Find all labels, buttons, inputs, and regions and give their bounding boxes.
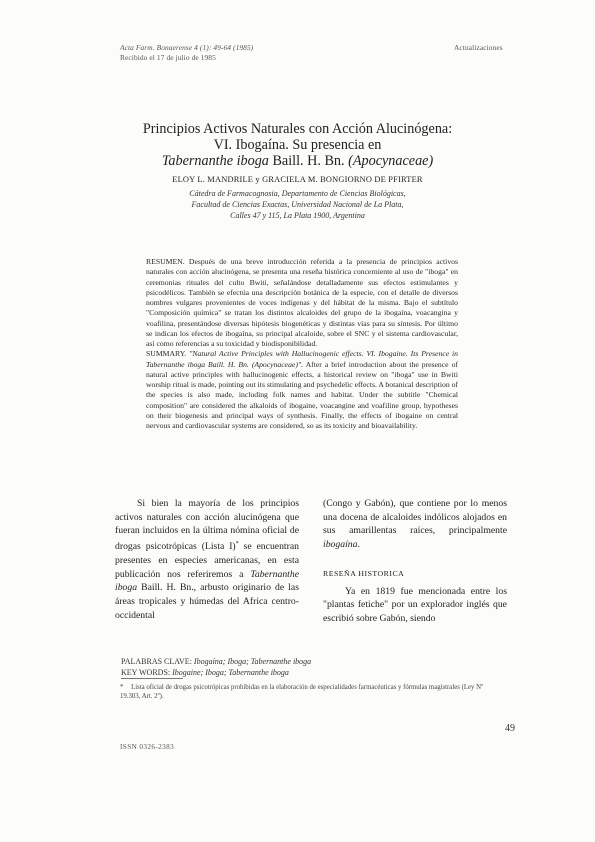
keywords-es: PALABRAS CLAVE: Ibogaína; Iboga; Tabernanthe iboga bbox=[121, 657, 312, 666]
intro-species: Tabernanthe iboga bbox=[115, 568, 299, 594]
title-line-1: Principios Activos Naturales con Acción Alucinógena: bbox=[142, 121, 453, 137]
affiliation bbox=[120, 188, 475, 221]
summary-text: After a brief introduction about the presence of natural active principles with hallucinogenic effects, a historical review on "iboga" use in Bwiti worship ritual is made, pointing out its stimulating and psychedelic effects. A botanical description of the species is also made, including folk names and habitat. Under the subtitle "Chemical composition" are considered the alkaloids of ibogaine, voacangine and voafiline group, hypotheses on their biogenesis and principal ways of synthesis. Finally, the effects of ibogaine on central nervous and cardiovascular systems are considered, so as its toxicity and bioavailability. bbox=[146, 359, 458, 430]
summary-title: "Natural Active Principles with Hallucinogenic effects. VI. Ibogaine. Its Presence in Tabernanthe iboga Baill. H. Bn. (Apocynaceae)". bbox=[146, 349, 458, 369]
summary-label: SUMMARY. bbox=[146, 349, 187, 359]
intro-ibogaina: ibogaína bbox=[323, 539, 358, 551]
history-paragraph: Ya en 1819 fue mencionada entre los "plantas fetiche" por un explorador inglés que escribió sobre Gabón, siendo bbox=[323, 585, 507, 624]
footnote-text: Lista oficial de drogas psicotrópicas prohibidas en la elaboración de especialidades farmacéuticas y fórmulas magistrales (Ley Nº 19.303, Art. 2º). bbox=[120, 684, 484, 700]
resumen-label: RESUMEN. bbox=[146, 257, 185, 266]
issn: ISSN 0326-2383 bbox=[120, 743, 175, 751]
affiliation-line-2: Facultad de Ciencias Exactas, Universidad Nacional de La Plata, bbox=[191, 200, 404, 209]
footnote-mark: * bbox=[120, 684, 124, 691]
intro-continuation: (Congo y Gabón), que contiene por lo menos una docena de alcaloides indólicos alojados en sus amarillentas raíces, principalmente ibogaína. bbox=[323, 498, 507, 551]
affiliation-line-1: Cátedra de Farmacognosia, Departamento de Ciencias Biológicas, bbox=[189, 189, 406, 198]
abstract bbox=[146, 257, 458, 431]
received-date: Recibido el 17 de julio de 1985 bbox=[120, 53, 216, 62]
title-line-2: VI. Ibogaína. Su presencia en bbox=[213, 137, 382, 153]
footnote-marker: * bbox=[235, 541, 239, 548]
authors: ELOY L. MANDRILE y GRACIELA M. BONGIORNO DE PFIRTER bbox=[172, 175, 423, 184]
title-line-3 bbox=[100, 153, 495, 169]
title-family: (Apocynaceae) bbox=[348, 153, 434, 169]
footnote bbox=[120, 683, 505, 701]
title-authority: Baill. H. Bn. bbox=[268, 153, 349, 169]
resumen-text: Después de una breve introducción referida a la presencia de principios activos naturales con acción alucinógena, se presenta una reseña histórica concerniente al uso de "iboga" en ceremonias rituales del culto Bwiti, señalándose detalladamente sus efectos estimulantes y psicodélicos. También se efectúa una descripción botánica de la especie, con el detalle de diversos nombres vulgares provenientes de voces indígenas y del hábitat de la misma. Bajo el subtítulo "Composición química" se tratan los distintos alcaloides del grupo de la ibogaína, voacangina y voafilina, presentándose diversas hipótesis biogenéticas y distintas vías para su síntesis. Por último se indican los efectos de ibogaína, su principal alcaloide, sobre el SNC y el sistema cardiovascular, así como referencias a su toxicidad y biodisponibilidad. bbox=[146, 257, 458, 348]
body-right-column bbox=[323, 497, 507, 626]
footnote-rule bbox=[121, 678, 183, 679]
keywords-en: KEY WORDS: Ibogaine; Iboga; Tabernanthe iboga bbox=[121, 667, 289, 677]
intro-paragraph: Si bien la mayoría de los principios activos naturales con acción alucinógena que fueran incluidos en la última nómina oficial de drogas psicotrópicas (Lista I)* se encuentran presentes en especies americanas, en esta publicación nos referiremos a Tabernanthe iboga Baill. H. Bn., arbusto originario de las áreas tropicales y húmedas del Africa centro-occidental bbox=[115, 498, 299, 621]
keywords bbox=[121, 657, 311, 678]
affiliation-line-3: Calles 47 y 115, La Plata 1900, Argentina bbox=[230, 211, 365, 220]
page-number: 49 bbox=[505, 723, 515, 734]
section-heading: RESEÑA HISTORICA bbox=[323, 568, 405, 578]
resumen bbox=[146, 257, 458, 349]
article-title bbox=[100, 121, 495, 169]
summary bbox=[146, 349, 458, 431]
title-species: Tabernanthe iboga bbox=[161, 153, 269, 169]
body-left-column bbox=[115, 497, 299, 623]
section-label: Actualizaciones bbox=[454, 43, 503, 52]
journal-citation: Acta Farm. Bonaerense 4 (1): 49-64 (1985) bbox=[120, 43, 254, 52]
